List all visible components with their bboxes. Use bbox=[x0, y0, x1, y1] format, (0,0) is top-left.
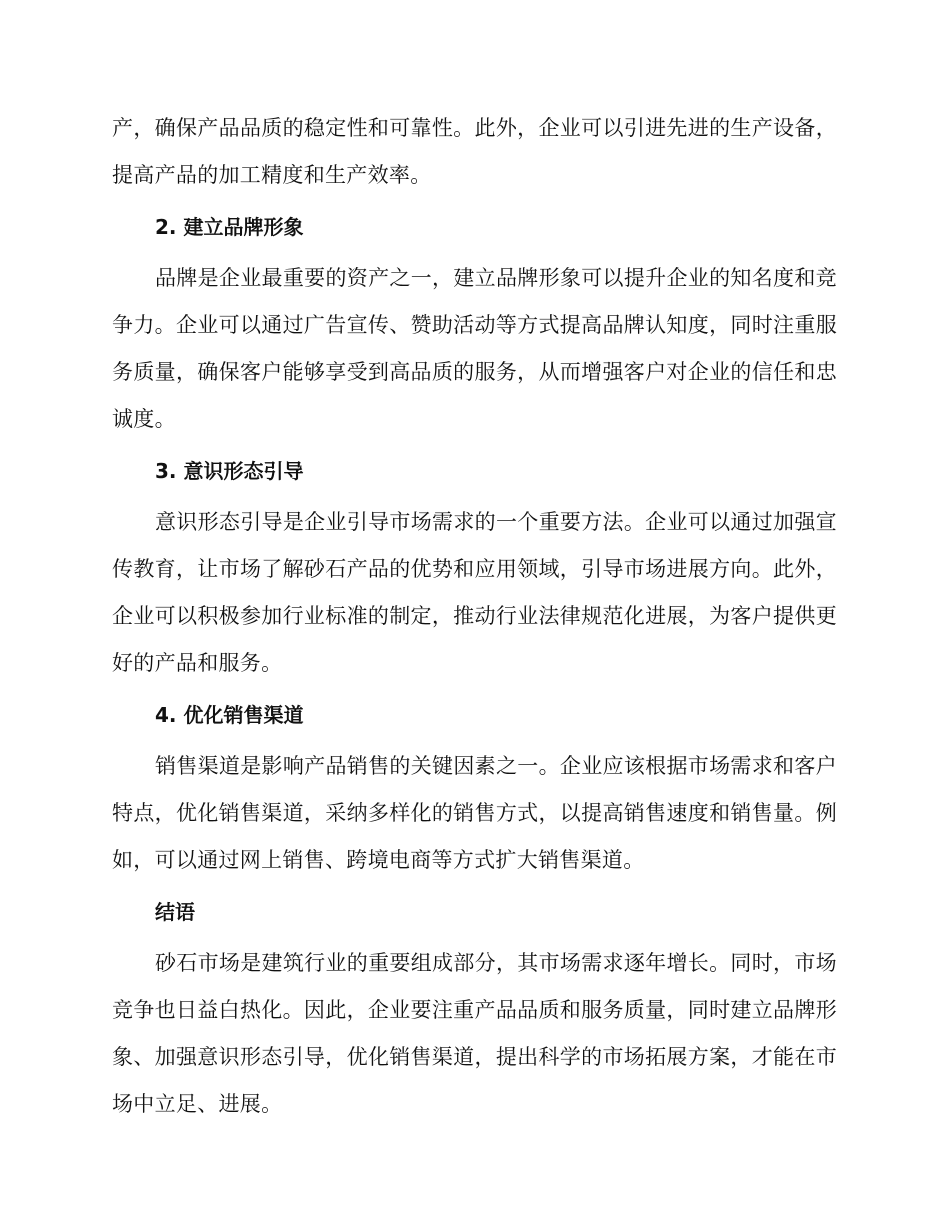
section-body-ideology-guidance: 意识形态引导是企业引导市场需求的一个重要方法。企业可以通过加强宣传教育，让市场了解砂石产品的优势和应用领域，引导市场进展方向。此外，企业可以积极参加行业标准的制定，推动行业法律规范化进展，为客户提供更好的产品和服务。 bbox=[112, 510, 837, 675]
document-body bbox=[112, 105, 837, 1128]
section-heading-sales-channels: 4. 优化销售渠道 bbox=[155, 703, 304, 727]
section-heading-brand-image: 2. 建立品牌形象 bbox=[155, 215, 304, 239]
section-heading-conclusion: 结语 bbox=[155, 900, 195, 924]
section-body-brand-image: 品牌是企业最重要的资产之一，建立品牌形象可以提升企业的知名度和竞争力。企业可以通过广告宣传、赞助活动等方式提高品牌认知度，同时注重服务质量，确保客户能够享受到高品质的服务，从而增强客户对企业的信任和忠诚度。 bbox=[112, 266, 837, 431]
section-body-conclusion: 砂石市场是建筑行业的重要组成部分，其市场需求逐年增长。同时，市场竞争也日益白热化。因此，企业要注重产品品质和服务质量，同时建立品牌形象、加强意识形态引导，优化销售渠道，提出科学的市场拓展方案，才能在市场中立足、进展。 bbox=[112, 951, 837, 1116]
section-heading-ideology-guidance: 3. 意识形态引导 bbox=[155, 459, 304, 483]
section-body-sales-channels: 销售渠道是影响产品销售的关键因素之一。企业应该根据市场需求和客户特点，优化销售渠道，采纳多样化的销售方式，以提高销售速度和销售量。例如，可以通过网上销售、跨境电商等方式扩大销售渠道。 bbox=[112, 754, 837, 872]
intro-paragraph: 产，确保产品品质的稳定性和可靠性。此外，企业可以引进先进的生产设备，提高产品的加工精度和生产效率。 bbox=[112, 116, 837, 187]
